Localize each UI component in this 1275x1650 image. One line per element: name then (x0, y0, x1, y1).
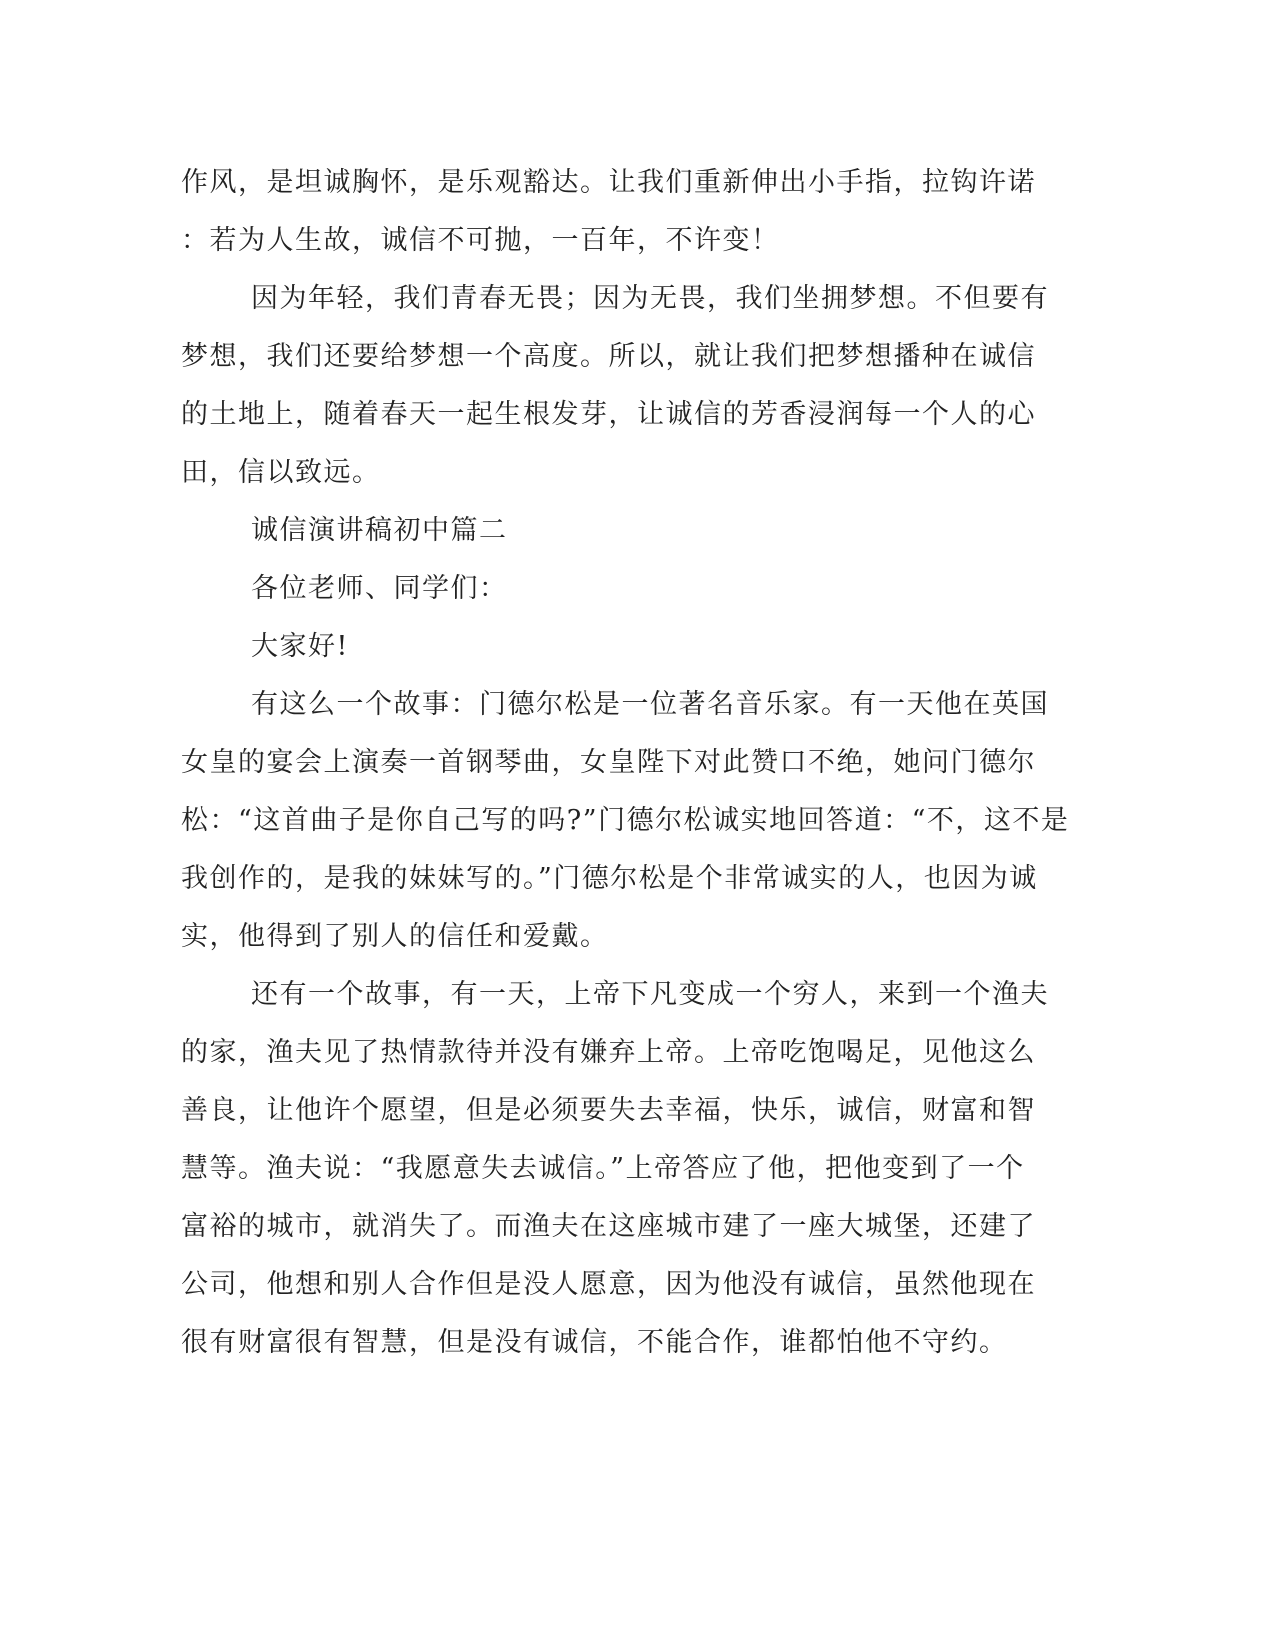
text-line: 善良，让他许个愿望，但是必须要失去幸福，快乐，诚信，财富和智 (181, 1095, 1036, 1126)
salutation: 各位老师、同学们： (251, 573, 508, 604)
text-line: 慧等。渔夫说：“我愿意失去诚信。”上帝答应了他，把他变到了一个 (181, 1153, 1025, 1184)
text-line: ：若为人生故，诚信不可抛，一百年，不许变！ (181, 225, 780, 256)
document-body (181, 154, 1070, 1372)
text-line: 我创作的，是我的妹妹写的。”门德尔松是个非常诚实的人，也因为诚 (181, 863, 1038, 894)
text-line: 很有财富很有智慧，但是没有诚信，不能合作，谁都怕他不守约。 (181, 1327, 1008, 1358)
section-heading: 诚信演讲稿初中篇二 (251, 515, 508, 546)
text-line: 松：“这首曲子是你自己写的吗?”门德尔松诚实地回答道：“不，这不是 (181, 805, 1070, 836)
text-line: 的家，渔夫见了热情款待并没有嫌弃上帝。上帝吃饱喝足，见他这么 (181, 1037, 1036, 1068)
text-line: 的土地上，随着春天一起生根发芽，让诚信的芳香浸润每一个人的心 (181, 399, 1036, 430)
text-line: 女皇的宴会上演奏一首钢琴曲，女皇陛下对此赞口不绝，她问门德尔 (181, 747, 1036, 778)
text-line: 梦想，我们还要给梦想一个高度。所以，就让我们把梦想播种在诚信 (181, 341, 1036, 372)
text-line: 公司，他想和别人合作但是没人愿意，因为他没有诚信，虽然他现在 (181, 1269, 1036, 1300)
greeting: 大家好! (251, 631, 349, 662)
text-line: 还有一个故事，有一天，上帝下凡变成一个穷人，来到一个渔夫 (251, 979, 1049, 1010)
text-line: 因为年轻，我们青春无畏；因为无畏，我们坐拥梦想。不但要有 (251, 283, 1049, 314)
text-line: 作风，是坦诚胸怀，是乐观豁达。让我们重新伸出小手指，拉钩许诺 (181, 167, 1036, 198)
text-line: 有这么一个故事：门德尔松是一位著名音乐家。有一天他在英国 (251, 689, 1049, 720)
text-line: 实，他得到了别人的信任和爱戴。 (181, 921, 609, 952)
text-line: 田，信以致远。 (181, 457, 381, 488)
text-line: 富裕的城市，就消失了。而渔夫在这座城市建了一座大城堡，还建了 (181, 1211, 1036, 1242)
